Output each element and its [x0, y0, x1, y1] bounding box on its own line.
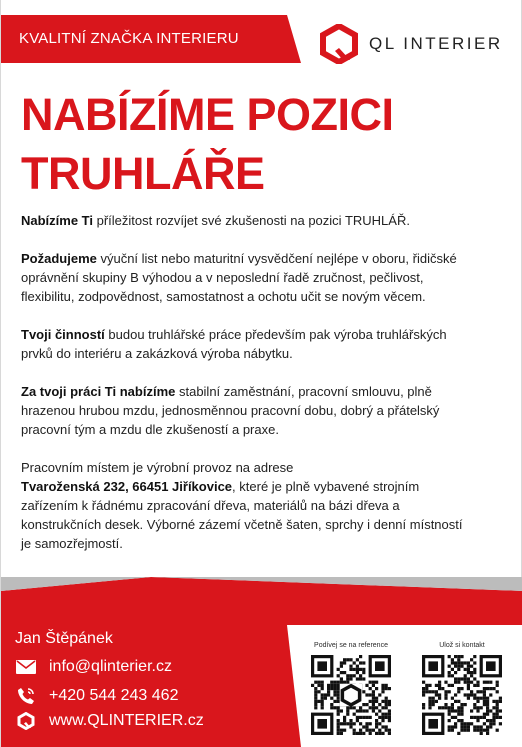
phone-number[interactable]: +420 544 243 462	[49, 687, 179, 704]
contact-email[interactable]	[15, 658, 172, 676]
workplace-intro: Pracovním místem je výrobní provoz na adrese	[21, 460, 294, 475]
benefits-paragraph	[21, 382, 471, 439]
ql-logo-icon	[319, 24, 359, 64]
qr-code-reference[interactable]	[311, 655, 391, 735]
contact-phone[interactable]	[15, 687, 178, 705]
contact-website[interactable]	[15, 712, 204, 730]
phone-icon	[15, 687, 37, 705]
website-link[interactable]: www.QLINTERIER.cz	[49, 712, 204, 729]
envelope-icon	[15, 658, 37, 676]
email-link[interactable]: info@qlinterier.cz	[49, 658, 172, 675]
requirements-text: výuční list nebo maturitní vysvědčení nejlépe v oboru, řidičské oprávnění skupiny B výhodou a v neposlední řadě zručnost, pečlivost, flexibilitu, zodpovědnost, samostatnost a ochotu učit se novým věcem.	[21, 251, 457, 304]
title-line-1: NABÍZÍME POZICI	[21, 89, 394, 140]
workplace-address: Tvaroženská 232, 66451 Jiříkovice	[21, 479, 233, 494]
title-line-2: TRUHLÁŘE	[21, 148, 265, 199]
duties-text: budou truhlářské práce především pak výroba truhlářských prvků do interiéru a zakázková výroba nábytku.	[21, 327, 447, 361]
page-title	[21, 85, 501, 203]
qr-contact-label: Ulož si kontakt	[439, 642, 485, 649]
brand-tagline: KVALITNÍ ZNAČKA INTERIERU	[19, 30, 239, 47]
qr-reference[interactable]	[306, 642, 396, 735]
benefits-text: stabilní zaměstnání, pracovní smlouvu, plně hrazenou hrubou mzdu, jednosměnnou pracovní dobu, dobrý a přátelský pracovní tým a mzdu dle zkušeností a praxe.	[21, 384, 440, 437]
workplace-paragraph	[21, 458, 471, 553]
duties-lead: Tvoji činností	[21, 327, 105, 342]
job-description	[21, 211, 471, 572]
offer-paragraph	[21, 211, 471, 230]
qr-code-contact[interactable]	[422, 655, 502, 735]
duties-paragraph	[21, 325, 471, 363]
ql-web-icon	[15, 712, 37, 730]
workplace-text: , které je plně vybavené strojním zařízením k řádnému zpracování dřeva, materiálů na bázi dřeva a konstrukčních desek. Výborné zázemí včetně šaten, sprchy i denní místností je samozřejmostí.	[21, 479, 463, 551]
logo-wordmark: QL INTERIER	[369, 34, 503, 53]
offer-text: příležitost rozvíjet své zkušenosti na pozici TRUHLÁŘ.	[93, 213, 410, 228]
benefits-lead: Za tvoji práci Ti nabízíme	[21, 384, 176, 399]
contact-person: Jan Štěpánek	[15, 630, 113, 647]
offer-lead: Nabízíme Ti	[21, 213, 94, 228]
qr-reference-label: Podívej se na reference	[314, 642, 388, 649]
requirements-lead: Požadujeme	[21, 251, 97, 266]
company-logo	[319, 22, 503, 66]
requirements-paragraph	[21, 249, 471, 306]
qr-contact[interactable]	[417, 642, 507, 735]
